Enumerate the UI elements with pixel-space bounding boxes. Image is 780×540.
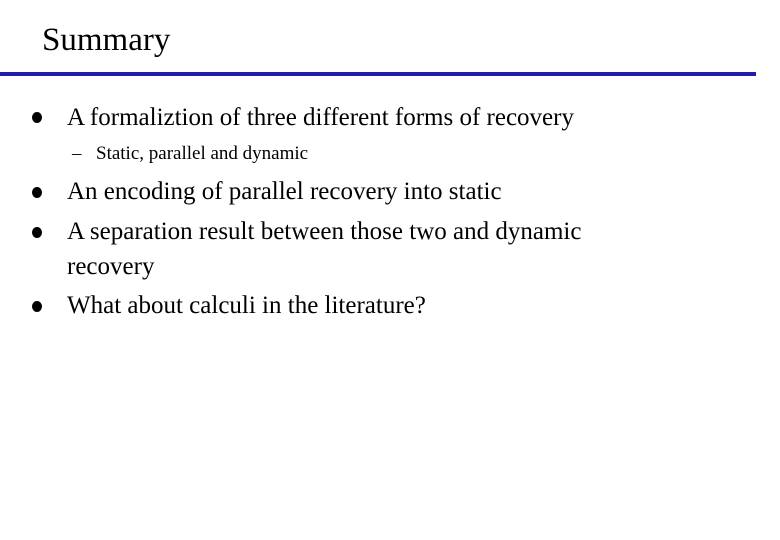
bullet-text: A formaliztion of three different forms of recovery	[67, 104, 574, 131]
bullet-dot-icon	[32, 227, 42, 238]
bullet-dot-icon	[32, 187, 42, 198]
bullet-text: What about calculi in the literature?	[67, 292, 426, 319]
bullet-text: An encoding of parallel recovery into static	[67, 178, 502, 205]
sub-bullet-text: Static, parallel and dynamic	[96, 143, 309, 164]
bullet-dot-icon	[32, 112, 42, 123]
bullet-text: A separation result between those two and dynamic recovery	[67, 218, 582, 280]
title-divider	[0, 72, 756, 76]
bullet-dot-icon	[32, 301, 42, 312]
sub-bullet-dash: –	[72, 143, 82, 164]
slide-title: Summary	[42, 22, 171, 58]
